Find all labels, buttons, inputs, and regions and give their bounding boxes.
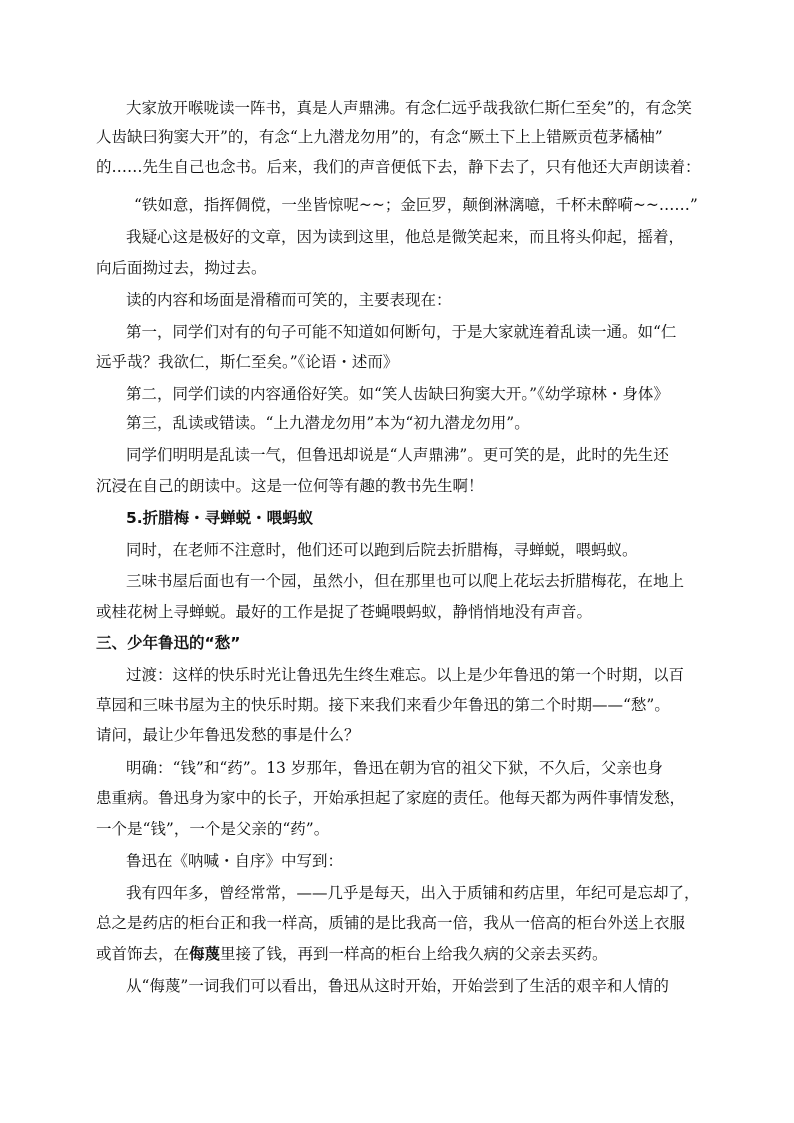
quote-text: 里接了钱，再到一样高的柜台上给我久病的父亲去买药。 (220, 945, 608, 963)
quote-line (96, 944, 706, 964)
paragraph-line: 鲁迅在《呐喊・自序》中写到： (126, 852, 344, 870)
paragraph-line: 或桂花树上寻蝉蜕。最好的工作是捉了苍蝇喂蚂蚁，静悄悄地没有声音。 (96, 603, 593, 621)
paragraph-line: 大家放开喉咙读一阵书，真是人声鼎沸。有念仁远乎哉我欲仁斯仁至矣”的，有念笑 (126, 99, 692, 117)
paragraph-line: 草园和三味书屋为主的快乐时期。接下来我们来看少年鲁迅的第二个时期——“愁”。 (96, 696, 670, 714)
paragraph-line: 沉浸在自己的朗读中。这是一位何等有趣的教书先生啊！ (96, 477, 484, 495)
paragraph-line: 明确：“钱”和“药”。13 岁那年，鲁迅在朝为官的祖父下狱，不久后，父亲也身 (126, 759, 663, 777)
quote-text: 或首饰去，在 (96, 945, 190, 963)
paragraph-line: 读的内容和场面是滑稽而可笑的，主要表现在： (126, 291, 452, 309)
paragraph-line: 请问，最让少年鲁迅发愁的事是什么？ (96, 726, 360, 744)
paragraph-line: 人齿缺曰狗窦大开”的，有念“上九潜龙勿用”的，有念“厥土下上上错厥贡苞茅橘柚” (96, 128, 663, 146)
paragraph-line: 一个是“钱”，一个是父亲的“药”。 (96, 820, 330, 838)
quote-line: 总之是药店的柜台正和我一样高，质铺的是比我高一倍，我从一倍高的柜台外送上衣服 (96, 914, 686, 932)
paragraph-line: 第一，同学们对有的句子可能不知道如何断句，于是大家就连着乱读一通。如“仁 (126, 323, 677, 341)
section-heading: 三、少年鲁迅的“愁” (96, 634, 241, 652)
emphasized-word: 侮蔑 (189, 944, 221, 963)
quote-line: 我有四年多，曾经常常，——几乎是每天，出入于质铺和药店里，年纪可是忘却了， (126, 884, 700, 902)
paragraph-line: 的……先生自己也念书。后来，我们的声音便低下去，静下去了，只有他还大声朗读着： (96, 158, 701, 176)
paragraph-line: 过渡：这样的快乐时光让鲁迅先生终生难忘。以上是少年鲁迅的第一个时期，以百 (126, 666, 685, 684)
paragraph-line: 第三，乱读或错读。“上九潜龙勿用”本为“初九潜龙勿用”。 (126, 414, 530, 432)
paragraph-line: 同学们明明是乱读一气，但鲁迅却说是“人声鼎沸”。更可笑的是，此时的先生还 (126, 446, 669, 464)
paragraph-line: 第二，同学们读的内容通俗好笑。如“笑人齿缺曰狗窦大开。”《幼学琼林・身体》 (126, 385, 669, 403)
paragraph-line: 同时，在老师不注意时，他们还可以跑到后院去折腊梅，寻蝉蜕，喂蚂蚁。 (126, 541, 638, 559)
paragraph-line: 远乎哉？我欲仁，斯仁至矣。”《论语・述而》 (96, 353, 399, 371)
paragraph-line: 从“侮蔑”一词我们可以看出，鲁迅从这时开始，开始尝到了生活的艰辛和人情的 (126, 977, 669, 995)
quote-line: “铁如意，指挥倜傥，一坐皆惊呢~~；金叵罗，颠倒淋漓噫，千杯未醉嗬~~……” (134, 196, 698, 214)
paragraph-line: 三味书屋后面也有一个园，虽然小，但在那里也可以爬上花坛去折腊梅花，在地上 (126, 572, 685, 590)
paragraph-line: 患重病。鲁迅身为家中的长子，开始承担起了家庭的责任。他每天都为两件事情发愁， (96, 789, 686, 807)
section-heading: 5.折腊梅・寻蝉蜕・喂蚂蚁 (126, 509, 314, 527)
paragraph-line: 向后面拗过去，拗过去。 (96, 259, 267, 277)
paragraph-line: 我疑心这是极好的文章，因为读到这里，他总是微笑起来，而且将头仰起，摇着， (126, 228, 685, 246)
